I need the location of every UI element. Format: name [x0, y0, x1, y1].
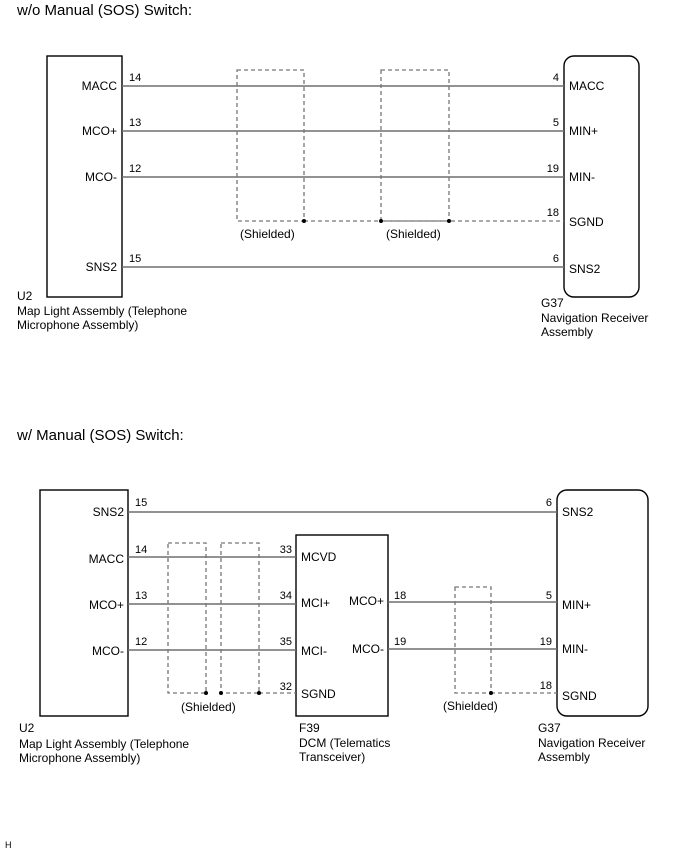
- g37-name-line1: Navigation Receiver: [538, 736, 646, 750]
- u2-code: U2: [19, 721, 35, 735]
- splice-point: [219, 691, 223, 695]
- u2-wire-number: 12: [135, 636, 148, 648]
- g37-name-line1: Navigation Receiver: [541, 311, 649, 325]
- section-title-without-switch: w/o Manual (SOS) Switch:: [17, 2, 193, 19]
- u2-wire-number: 14: [129, 72, 142, 84]
- g37-pin-min-plus: MIN+: [562, 598, 592, 612]
- g37-pin-macc: MACC: [569, 79, 605, 93]
- splice-point: [204, 691, 208, 695]
- g37-wire-number: 5: [552, 117, 559, 129]
- f39-wire-number: 18: [394, 590, 407, 602]
- f39-wire-number: 35: [279, 636, 292, 648]
- u2-wire-number: 13: [129, 117, 142, 129]
- g37-wire-number: 6: [552, 253, 559, 265]
- f39-name-line2: Transceiver): [299, 750, 366, 764]
- g37-name-line2: Assembly: [538, 750, 591, 764]
- g37-pin-sns2: SNS2: [562, 505, 594, 519]
- u2-pin-mco-minus: MCO-: [92, 644, 124, 658]
- g37-pin-min-minus: MIN-: [569, 170, 595, 184]
- shield-label-2: (Shielded): [386, 227, 441, 241]
- f39-pin-mco-minus: MCO-: [352, 642, 384, 656]
- shield-box-1: [168, 543, 206, 693]
- u2-name-line1: Map Light Assembly (Telephone: [17, 304, 188, 318]
- g37-pin-sns2: SNS2: [569, 262, 601, 276]
- g37-pin-sgnd: SGND: [562, 689, 597, 703]
- u2-pin-macc: MACC: [88, 552, 124, 566]
- u2-name-line2: Microphone Assembly): [17, 318, 139, 332]
- g37-code: G37: [541, 296, 564, 310]
- g37-wire-number: 18: [539, 680, 552, 692]
- g37-wire-number: 5: [545, 590, 552, 602]
- shield-box-2: [381, 70, 449, 221]
- section-title-with-switch: w/ Manual (SOS) Switch:: [17, 427, 184, 444]
- u2-pin-mco-plus: MCO+: [88, 598, 124, 612]
- g37-pin-sgnd: SGND: [569, 215, 604, 229]
- shield-box-3: [455, 587, 491, 693]
- f39-name-line1: DCM (Telematics: [299, 736, 391, 750]
- u2-code: U2: [17, 289, 33, 303]
- f39-pin-mcvd: MCVD: [301, 550, 337, 564]
- g37-name-line2: Assembly: [541, 325, 594, 339]
- g37-wire-number: 4: [552, 72, 559, 84]
- f39-pin-mci-minus: MCI-: [301, 644, 327, 658]
- splice-point: [257, 691, 261, 695]
- f39-wire-number: 19: [394, 636, 407, 648]
- g37-pin-min-plus: MIN+: [569, 124, 599, 138]
- shield-box-1: [237, 70, 304, 221]
- shield-label-1: (Shielded): [181, 700, 236, 714]
- splice-point: [489, 691, 493, 695]
- shield-label-1: (Shielded): [240, 227, 295, 241]
- shield-box-2: [221, 543, 259, 693]
- f39-wire-number: 32: [279, 681, 292, 693]
- u2-wire-number: 14: [135, 544, 148, 556]
- u2-pin-mco-minus: MCO-: [85, 170, 117, 184]
- f39-pin-mci-plus: MCI+: [301, 596, 331, 610]
- footer-mark: H: [5, 840, 12, 850]
- u2-name-line2: Microphone Assembly): [19, 751, 141, 765]
- g37-wire-number: 6: [545, 497, 552, 509]
- u2-pin-sns2: SNS2: [92, 505, 124, 519]
- f39-wire-number: 34: [279, 590, 292, 602]
- f39-pin-sgnd: SGND: [301, 687, 336, 701]
- g37-pin-min-minus: MIN-: [562, 642, 588, 656]
- u2-pin-sns2: SNS2: [85, 260, 117, 274]
- u2-name-line1: Map Light Assembly (Telephone: [19, 737, 190, 751]
- g37-code: G37: [538, 721, 561, 735]
- f39-pin-mco-plus: MCO+: [348, 594, 384, 608]
- u2-wire-number: 12: [129, 163, 142, 175]
- u2-wire-number: 15: [135, 497, 148, 509]
- f39-code: F39: [299, 721, 320, 735]
- u2-wire-number: 13: [135, 590, 148, 602]
- g37-wire-number: 19: [539, 636, 552, 648]
- splice-point: [302, 219, 306, 223]
- g37-wire-number: 19: [546, 163, 559, 175]
- u2-pin-macc: MACC: [81, 79, 117, 93]
- splice-point: [379, 219, 383, 223]
- u2-wire-number: 15: [129, 253, 142, 265]
- u2-pin-mco-plus: MCO+: [81, 124, 117, 138]
- splice-point: [447, 219, 451, 223]
- shield-label-3: (Shielded): [443, 699, 498, 713]
- g37-wire-number: 18: [546, 207, 559, 219]
- f39-wire-number: 33: [279, 544, 292, 556]
